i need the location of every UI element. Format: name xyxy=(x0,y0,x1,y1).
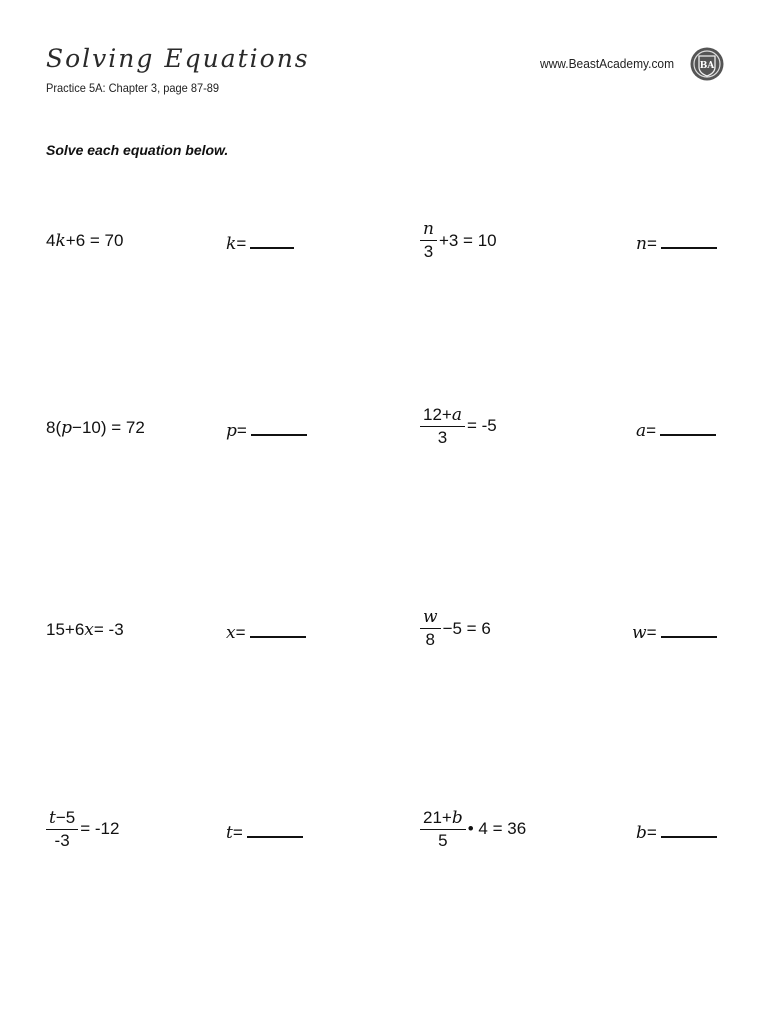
equation-6: $\frac{w}{8}$ −5 = 6 xyxy=(420,608,491,649)
answer-1: k = xyxy=(226,233,294,254)
page-title: Solving Equations xyxy=(46,44,310,73)
answer-blank[interactable] xyxy=(250,233,294,249)
equation-5: 15+6 x = -3 xyxy=(46,620,124,640)
beast-academy-logo-icon xyxy=(690,47,724,81)
answer-blank[interactable] xyxy=(661,622,717,638)
answer-2: n = xyxy=(636,233,717,254)
svg-text:BA: BA xyxy=(699,61,715,71)
equation-3: 8( p −10) = 72 xyxy=(46,418,145,438)
answer-blank[interactable] xyxy=(661,233,717,249)
equation-2: $\frac{n}{3}$ +3 = 10 xyxy=(420,220,497,261)
answer-blank[interactable] xyxy=(250,622,306,638)
answer-7: t = xyxy=(226,822,303,843)
answer-3: p = xyxy=(226,420,307,441)
practice-subtitle: Practice 5A: Chapter 3, page 87-89 xyxy=(46,81,220,95)
instructions: Solve each equation below. xyxy=(46,142,229,158)
answer-blank[interactable] xyxy=(251,420,307,436)
answer-blank[interactable] xyxy=(661,822,717,838)
answer-4: a = xyxy=(636,420,716,441)
answer-8: b = xyxy=(636,822,717,843)
equation-1: 4 k +6 = 70 xyxy=(46,231,124,251)
answer-6: w = xyxy=(632,622,717,643)
equation-4: $\frac{12+a}{3}$ = -5 xyxy=(420,405,497,447)
answer-blank[interactable] xyxy=(247,822,303,838)
answer-5: x = xyxy=(226,622,306,643)
answer-blank[interactable] xyxy=(660,420,716,436)
equation-7: $\frac{t-5}{-3}$ = -12 xyxy=(46,808,119,850)
website-link[interactable]: www.BeastAcademy.com xyxy=(540,56,675,71)
equation-8: $\frac{21+b}{5}$ • 4 = 36 xyxy=(420,808,526,850)
